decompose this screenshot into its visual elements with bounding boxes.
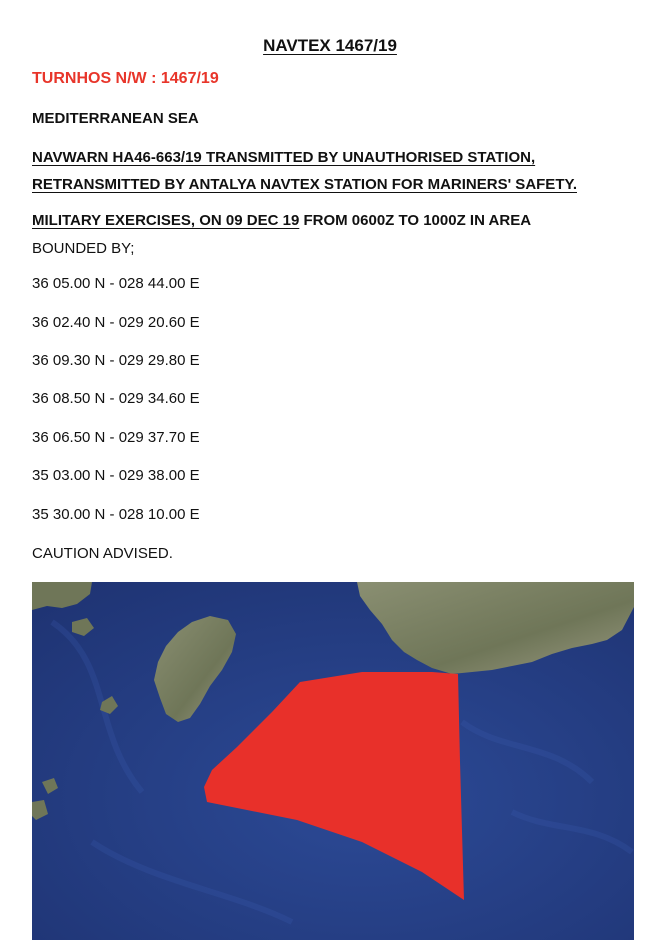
coordinate-3: 36 09.30 N - 029 29.80 E [32, 352, 200, 369]
exercise-date: MILITARY EXERCISES, ON 09 DEC 19 [32, 212, 300, 229]
coordinate-4: 36 08.50 N - 029 34.60 E [32, 390, 200, 407]
navwarn-line-1: NAVWARN HA46-663/19 TRANSMITTED BY UNAUTHORISED STATION, [32, 149, 536, 166]
coordinate-1: 36 05.00 N - 028 44.00 E [32, 275, 200, 292]
caution-text: CAUTION ADVISED. [32, 545, 173, 562]
exercise-time-area: FROM 0600Z TO 1000Z IN AREA [299, 212, 532, 229]
coordinate-2: 36 02.40 N - 029 20.60 E [32, 314, 200, 331]
coordinate-6: 35 03.00 N - 029 38.00 E [32, 467, 200, 484]
region-heading: MEDITERRANEAN SEA [32, 110, 199, 127]
coordinate-5: 36 06.50 N - 029 37.70 E [32, 429, 200, 446]
page-title: NAVTEX 1467/19 [263, 36, 397, 55]
navwarn-line-2: RETRANSMITTED BY ANTALYA NAVTEX STATION FOR MARINERS' SAFETY. [32, 176, 577, 193]
bounded-by-label: BOUNDED BY; [32, 240, 135, 257]
satellite-map [32, 582, 634, 940]
turnhos-reference: TURNHOS N/W : 1467/19 [32, 70, 219, 87]
exercise-line [32, 212, 531, 229]
coordinate-7: 35 30.00 N - 028 10.00 E [32, 506, 200, 523]
